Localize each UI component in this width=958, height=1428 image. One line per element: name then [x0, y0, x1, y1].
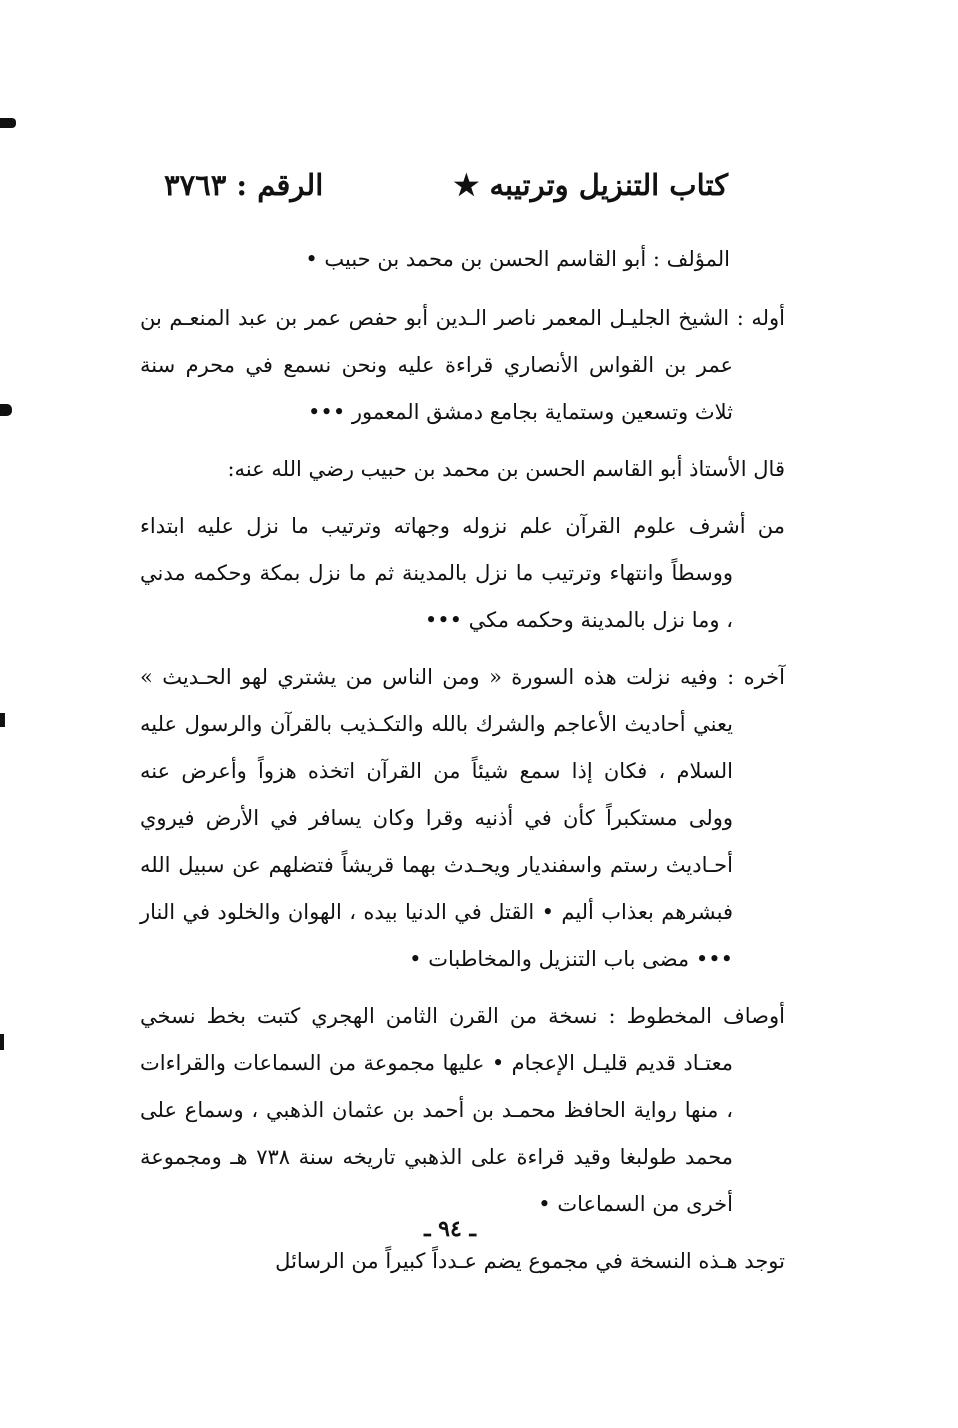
manuscript-description: أوصاف المخطوط : نسخة من القرن الثامن الهجري كتبت بخط نسخي معتـاد قديم قليـل الإعجام • عليها مجموعة من السماعات والقراءات ، منها رواية الحافظ محمـد بن أحمد بن عثمان الذهبي ، وسماع على محمد طولبغا وقيد قراءة على الذهبي تاريخه سنة ٧٣٨ هـ ومجموعة أخرى من السماعات • [140, 1004, 785, 1216]
scan-edge-mark [0, 713, 5, 727]
entry-header [140, 168, 740, 212]
manuscript-ending: آخره : وفيه نزلت هذه السورة « ومن الناس من يشتري لهو الحـديث » يعني أحاديث الأعاجم والشرك بالله والتكـذيب بالقرآن والرسول عليه السلام ، فكان إذا سمع شيئاً من القرآن اتخذه هزواً وأعرض عنه وولى مستكبراً كأن في أذنيه وقرا وكان يسافر في الأرض فيروي أحـاديث رستم واسفنديار ويحـدث بهما قريشاً فتضلهم عن سبيل الله فبشرهم بعذاب أليم • القتل في الدنيا بيده ، الهوان والخلود في النار ••• مضى باب التنزيل والمخاطبات • [140, 665, 785, 971]
scan-edge-mark [0, 1034, 4, 1050]
manuscript-beginning: أوله : الشيخ الجليـل المعمر ناصر الـدين أبو حفص عمر بن عبد المنعـم بن عمر بن القواس الأنصاري قراءة عليه ونحن نسمع في محرم سنة ثلاث وتسعين وستماية بجامع دمشق المعمور ••• [140, 306, 785, 424]
quote-intro: قال الأستاذ أبو القاسم الحسن بن محمد بن حبيب رضي الله عنه: [227, 457, 785, 481]
manuscript-location: توجد هـذه النسخة في مجموع يضم عـدداً كبيراً من الرسائل [275, 1249, 785, 1273]
scan-edge-mark [0, 118, 16, 128]
scan-edge-mark [0, 404, 12, 416]
book-title: كتاب التنزيل وترتيبه ★ [453, 168, 728, 202]
quote-text: من أشرف علوم القرآن علم نزوله وجهاته وترتيب ما نزل عليه ابتداء ووسطاً وانتهاء وترتيب ما نزل بالمدينة ثم ما نزل بمكة وحكمه مدني ، وما نزل بالمدينة وحكمه مكي ••• [140, 514, 785, 632]
page-number: ـ ٩٤ ـ [424, 1216, 476, 1242]
author-line: المؤلف : أبو القاسم الحسن بن محمد بن حبيب • [305, 247, 730, 271]
record-number: الرقم : ٣٧٦٣ [164, 168, 324, 202]
entry-body [140, 236, 785, 1295]
